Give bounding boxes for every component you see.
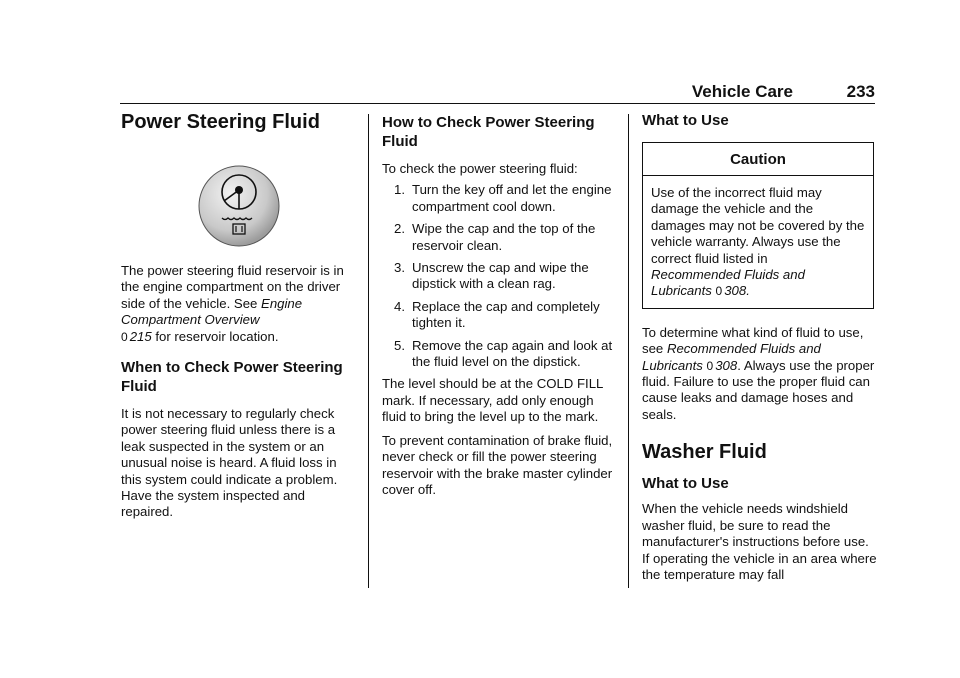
level-paragraph: The level should be at the COLD FILL mark. If necessary, add only enough fluid to bring the level up to the mark. (382, 376, 603, 425)
heading-how-to-check: How to Check Power Steering Fluid (382, 114, 595, 150)
determine-paragraph: To determine what kind of fluid to use, see Recommended Fluids and Lubricants 0 308. Always use the proper fluid. Failure to use the proper fluid can cause leaks and damage hoses and seals. (642, 324, 875, 422)
column-3 (642, 110, 878, 583)
caution-box (642, 142, 874, 309)
section-title: Vehicle Care (691, 82, 793, 101)
xref-engine-compartment[interactable]: Engine Compartment Overview (121, 295, 303, 328)
steps-list (382, 182, 618, 370)
page-ref-icon: 0 (715, 284, 723, 299)
section-heading-washer-fluid: Washer Fluid (642, 441, 767, 464)
prevent-paragraph: To prevent contamination of brake fluid, never check or fill the power steering reservoir with the brake master cylinder cover off. (382, 432, 613, 497)
header-rule (120, 103, 875, 104)
column-divider-left (368, 114, 369, 588)
heading-what-to-use: What to Use (642, 112, 729, 129)
caution-title: Caution (643, 143, 873, 176)
page-number: 233 (846, 82, 875, 101)
heading-washer-what-to-use: What to Use (642, 475, 729, 493)
when-paragraph: It is not necessary to regularly check power steering fluid unless there is a leak suspected in the system or an unusual noise is heard. A fluid loss in this system could indicate a problem. Have the system inspected and repaired. (121, 406, 338, 520)
column-1 (121, 110, 357, 521)
xref-recommended-fluids-2[interactable]: Recommended Fluids and Lubricants (642, 341, 821, 373)
washer-paragraph: When the vehicle needs windshield washer fluid, be sure to read the manufacturer's instructions before use. If operating the vehicle in an area where the temperature may fall (642, 501, 877, 582)
list-item: 3. Unscrew the cap and wipe the dipstick with a clean rag. (394, 260, 589, 292)
intro-paragraph: The power steering fluid reservoir is in the engine compartment on the driver side of the vehicle. See Engine Compartment Overview 0 215 for reservoir location. (121, 263, 344, 344)
column-2 (382, 110, 618, 498)
page-ref-308-2[interactable]: 308 (715, 357, 738, 373)
xref-recommended-fluids[interactable]: Recommended Fluids and Lubricants (651, 267, 805, 299)
list-item: 1. Turn the key off and let the engine compartment cool down. (394, 182, 612, 214)
page-ref-308[interactable]: 308 (724, 283, 747, 299)
heading-when-to-check: When to Check Power Steering Fluid (121, 359, 343, 396)
how-intro: To check the power steering fluid: (382, 161, 578, 176)
list-item: 4. Replace the cap and completely tighten it. (394, 298, 600, 331)
page-ref-icon: 0 (706, 358, 714, 373)
column-divider-right (628, 114, 629, 588)
page-header (120, 82, 875, 104)
page-ref-icon: 0 (121, 329, 128, 344)
list-item: 5. Remove the cap again and look at the fluid level on the dipstick. (394, 337, 613, 370)
power-steering-fluid-icon (121, 164, 357, 246)
section-heading-power-steering: Power Steering Fluid (121, 111, 320, 133)
page-ref-215[interactable]: 215 (129, 328, 152, 344)
caution-body: Use of the incorrect fluid may damage the vehicle and the damages may not be covered by the vehicle warranty. Always use the correct fluid listed in Recommended Fluids and Lubricants 0 308. (651, 185, 865, 299)
list-item: 2. Wipe the cap and the top of the reservoir clean. (394, 221, 596, 253)
